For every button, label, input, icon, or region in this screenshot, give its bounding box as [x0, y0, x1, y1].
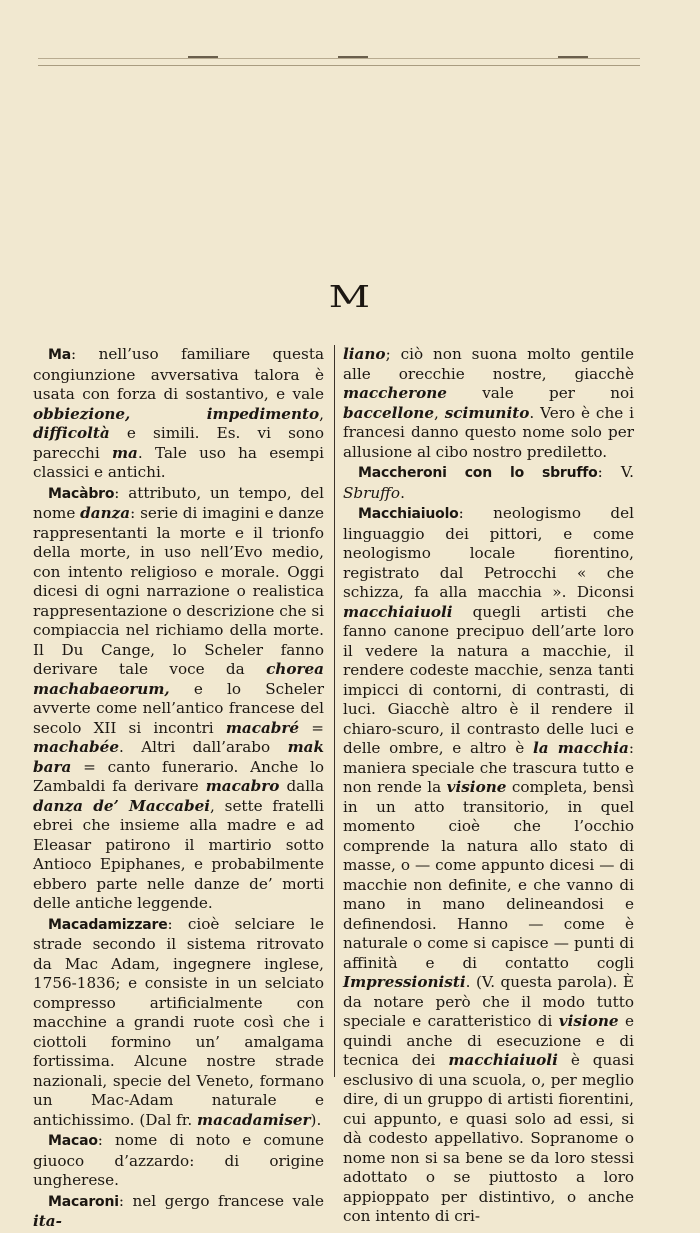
headword: Macaroni: [48, 1193, 119, 1210]
column-divider: [334, 345, 335, 1077]
entry-maccheroni-con-lo-sbruffo: Maccheroni con lo sbruffo: V. Sbruffo.: [343, 463, 634, 502]
left-column: [33, 345, 324, 1233]
entry-macao: Macao: nome di noto e comune giuoco d’azzardo: di origine ungherese.: [33, 1131, 324, 1189]
headword: Macchiaiuolo: [358, 506, 459, 522]
rule-ornament: [188, 56, 218, 58]
headword: Macadamizzare: [48, 916, 168, 933]
header-rule: [38, 58, 640, 66]
headword: Macao: [48, 1133, 98, 1149]
right-column: [343, 345, 634, 1228]
entry-macaroni: Macaroni: nel gergo francese vale ita-: [33, 1191, 324, 1230]
section-letter: M: [328, 280, 372, 315]
headword: Macàbro: [48, 485, 115, 502]
headword: Ma: [48, 347, 71, 363]
entry-macadamizzare: Macadamizzare: cioè selciare le strade secondo il sistema ritrovato da Mac Adam, ingegnere inglese, 1756-1836; e consiste in un selciato compresso artificialmente con macchine a grandi ruote così che i ciottoli formino un’ amalgama fortissima. Alcune nostre strade nazionali, specie del Veneto, formano un Mac-Adam naturale e antichissimo. (Dal fr. macadamiser).: [33, 914, 324, 1129]
entry-ma: Ma: nell’uso familiare questa congiunzione avversativa talora è usata con forza di sostantivo, e vale obbiezione, impedimento, difficoltà e simili. Es. vi sono parecchi ma. Tale uso ha esempi classici e antichi.: [33, 345, 324, 481]
entry-macabro: Macàbro: attributo, un tempo, del nome danza: serie di imagini e danze rappresentanti la morte e il trionfo della morte, in uso nell’Evo medio, con intento religioso e morale. Oggi dicesi di ogni narrazione o realistica rappresentazione o descrizione che si compiaccia nel richiamo della morte. Il Du Cange, lo Scheler fanno derivare tale voce da chorea machabaeorum, e lo Scheler avverte come nell’antico francese del secolo XII si incontri macabré = machabée. Altri dall’arabo mak bara = canto funerario. Anche lo Zambaldi fa derivare macabro dalla danza de’ Maccabei, sette fratelli ebrei che insieme alla madre e ad Eleasar patirono il martirio sotto Antioco Epiphanes, e probabilmente ebbero parte nelle danze de’ morti delle antiche leggende.: [33, 483, 325, 912]
entry-macchiaiuolo: Macchiaiuolo: neologismo del linguaggio dei pittori, e come neologismo locale fiorentino, registrato dal Petrocchi « che schizza, fa alla macchia ». Diconsi macchiaiuoli quegli artisti che fanno canone precipuo dell’arte loro il vedere la natura a macchie, il rendere codeste macchie, senza tanti impicci di contorni, di contrasti, di luci. Giacchè altro è il rendere il chiaro-scuro, il contrasto delle luci e delle ombre, e altro è la macchia: maniera speciale che trascura tutto e non rende la visione completa, bensì in un atto transitorio, in quel momento cioè che l’occhio comprende la natura allo stato di masse, o — come appunto dicesi — di macchie non definite, e che vanno di mano in mano delineandosi e definendosi. Hanno — come è naturale o come si capisce — punti di affinità e di contatto cogli Impressionisti. (V. questa parola). È da notare però che il modo tutto speciale e caratteristico di visione e quindi anche di esecuzione e di tecnica dei macchiaiuoli è quasi esclusivo di una scuola, o, per meglio dire, di un gruppo di artisti fiorentini, cui appunto, e quasi solo ad essi, si dà codesto appellativo. Sopranome o nome non si sa bene se da loro stessi adottato o se piuttosto a loro appioppato per distintivo, o anche con intento di cri-: [343, 504, 635, 1225]
rule-ornament: [558, 56, 588, 58]
entry-macaroni-continued: liano; ciò non suona molto gentile alle orecchie nostre, giacchè maccherone vale per noi baccellone, scimunito. Vero è che i francesi danno questo nome solo per allusione al cibo nostro prediletto.: [343, 345, 634, 461]
rule-ornament: [338, 56, 368, 58]
headword: Maccheroni con lo sbruffo: [358, 465, 598, 481]
